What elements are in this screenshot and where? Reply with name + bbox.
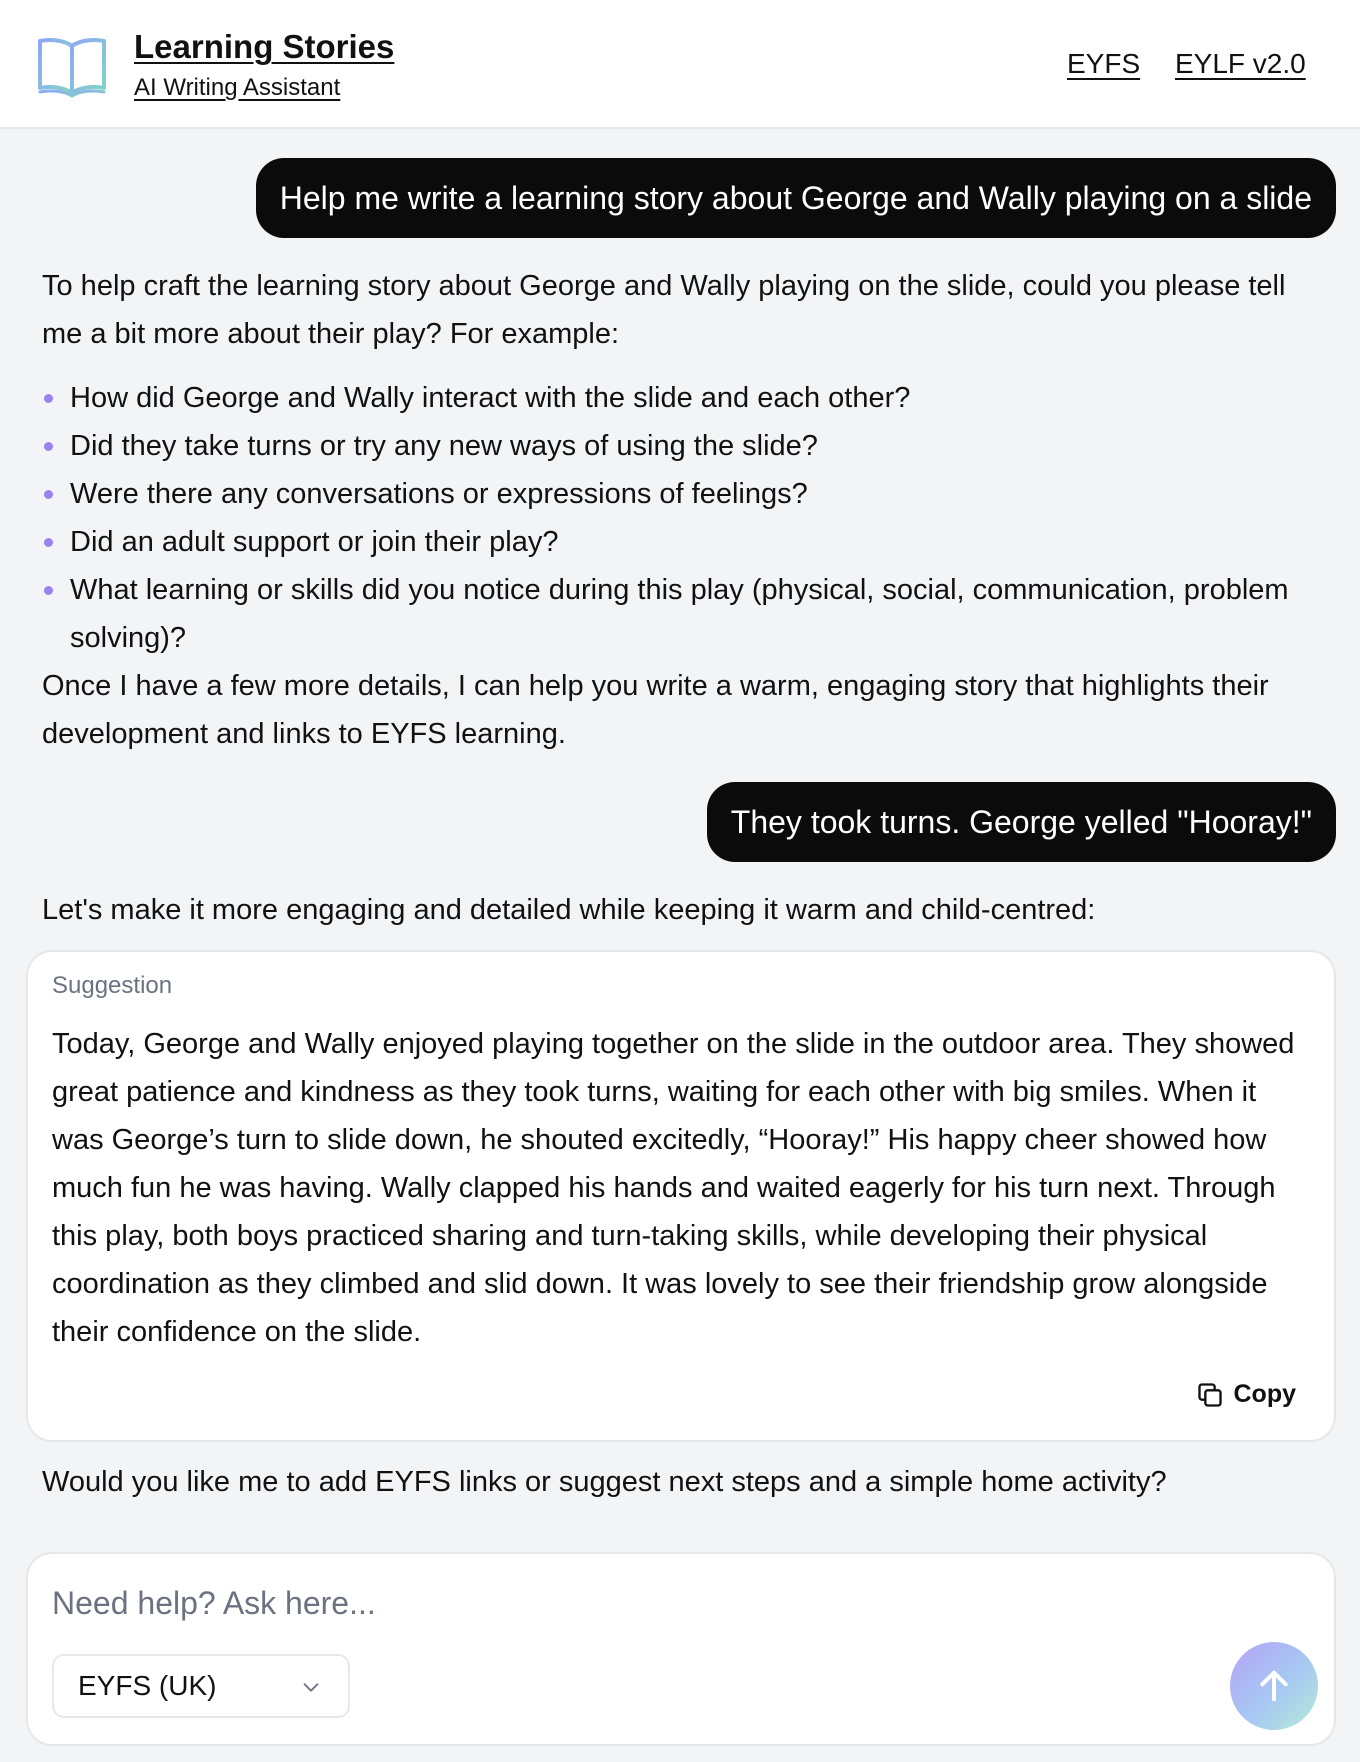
assistant-message-outro: Would you like me to add EYFS links or suggest next steps and a simple home activity? (42, 1466, 1167, 1498)
nav-link-eyfs[interactable]: EYFS (1067, 48, 1141, 79)
assistant-message-intro: Let's make it more engaging and detailed while keeping it warm and child-centred: (42, 894, 1096, 926)
arrow-up-icon (1254, 1666, 1294, 1706)
app-subtitle[interactable]: AI Writing Assistant (134, 74, 341, 101)
chat-composer (26, 1552, 1336, 1746)
suggestion-label: Suggestion (52, 972, 173, 999)
assistant-message-outro: Once I have a few more details, I can help you write a warm, engaging story that highlights their development and links to EYFS learning. (42, 670, 1269, 750)
nav-link-eylf[interactable]: EYLF v2.0 (1175, 48, 1306, 79)
list-item: Did they take turns or try any new ways of using the slide? (42, 422, 1332, 470)
copy-icon (1196, 1381, 1224, 1409)
question-list (42, 374, 1332, 662)
app-header (0, 0, 1360, 129)
list-item: Did an adult support or join their play? (42, 518, 1332, 566)
assistant-message-intro: To help craft the learning story about George and Wally playing on the slide, could you please tell me a bit more about their play? For example: (42, 270, 1286, 350)
framework-select-value: EYFS (UK) (78, 1670, 217, 1701)
chat-input[interactable] (52, 1578, 1052, 1628)
copy-label: Copy (1233, 1380, 1296, 1408)
copy-button[interactable] (1196, 1380, 1297, 1409)
user-message: Help me write a learning story about George and Wally playing on a slide (256, 158, 1336, 238)
open-book-icon (36, 34, 108, 98)
suggestion-card (26, 950, 1336, 1442)
list-item: How did George and Wally interact with the slide and each other? (42, 374, 1332, 422)
suggestion-text: Today, George and Wally enjoyed playing together on the slide in the outdoor area. They showed great patience and kindness as they took turns, waiting for each other with big smiles. When it was George’s turn to slide down, he shouted excitedly, “Hooray!” His happy cheer showed how much fun he was having. Wally clapped his hands and waited eagerly for his turn next. Through this play, both boys practiced sharing and turn-taking skills, while developing their physical coordination as they climbed and slid down. It was lovely to see their friendship grow alongside their confidence on the slide. (52, 1028, 1295, 1348)
send-button[interactable] (1230, 1642, 1318, 1730)
app-title[interactable]: Learning Stories (134, 28, 395, 65)
list-item: What learning or skills did you notice during this play (physical, social, communication, problem solving)? (42, 566, 1332, 662)
list-item: Were there any conversations or expressions of feelings? (42, 470, 1332, 518)
chevron-down-icon (300, 1676, 322, 1698)
user-message: They took turns. George yelled "Hooray!" (707, 782, 1336, 862)
framework-select[interactable] (52, 1654, 350, 1718)
